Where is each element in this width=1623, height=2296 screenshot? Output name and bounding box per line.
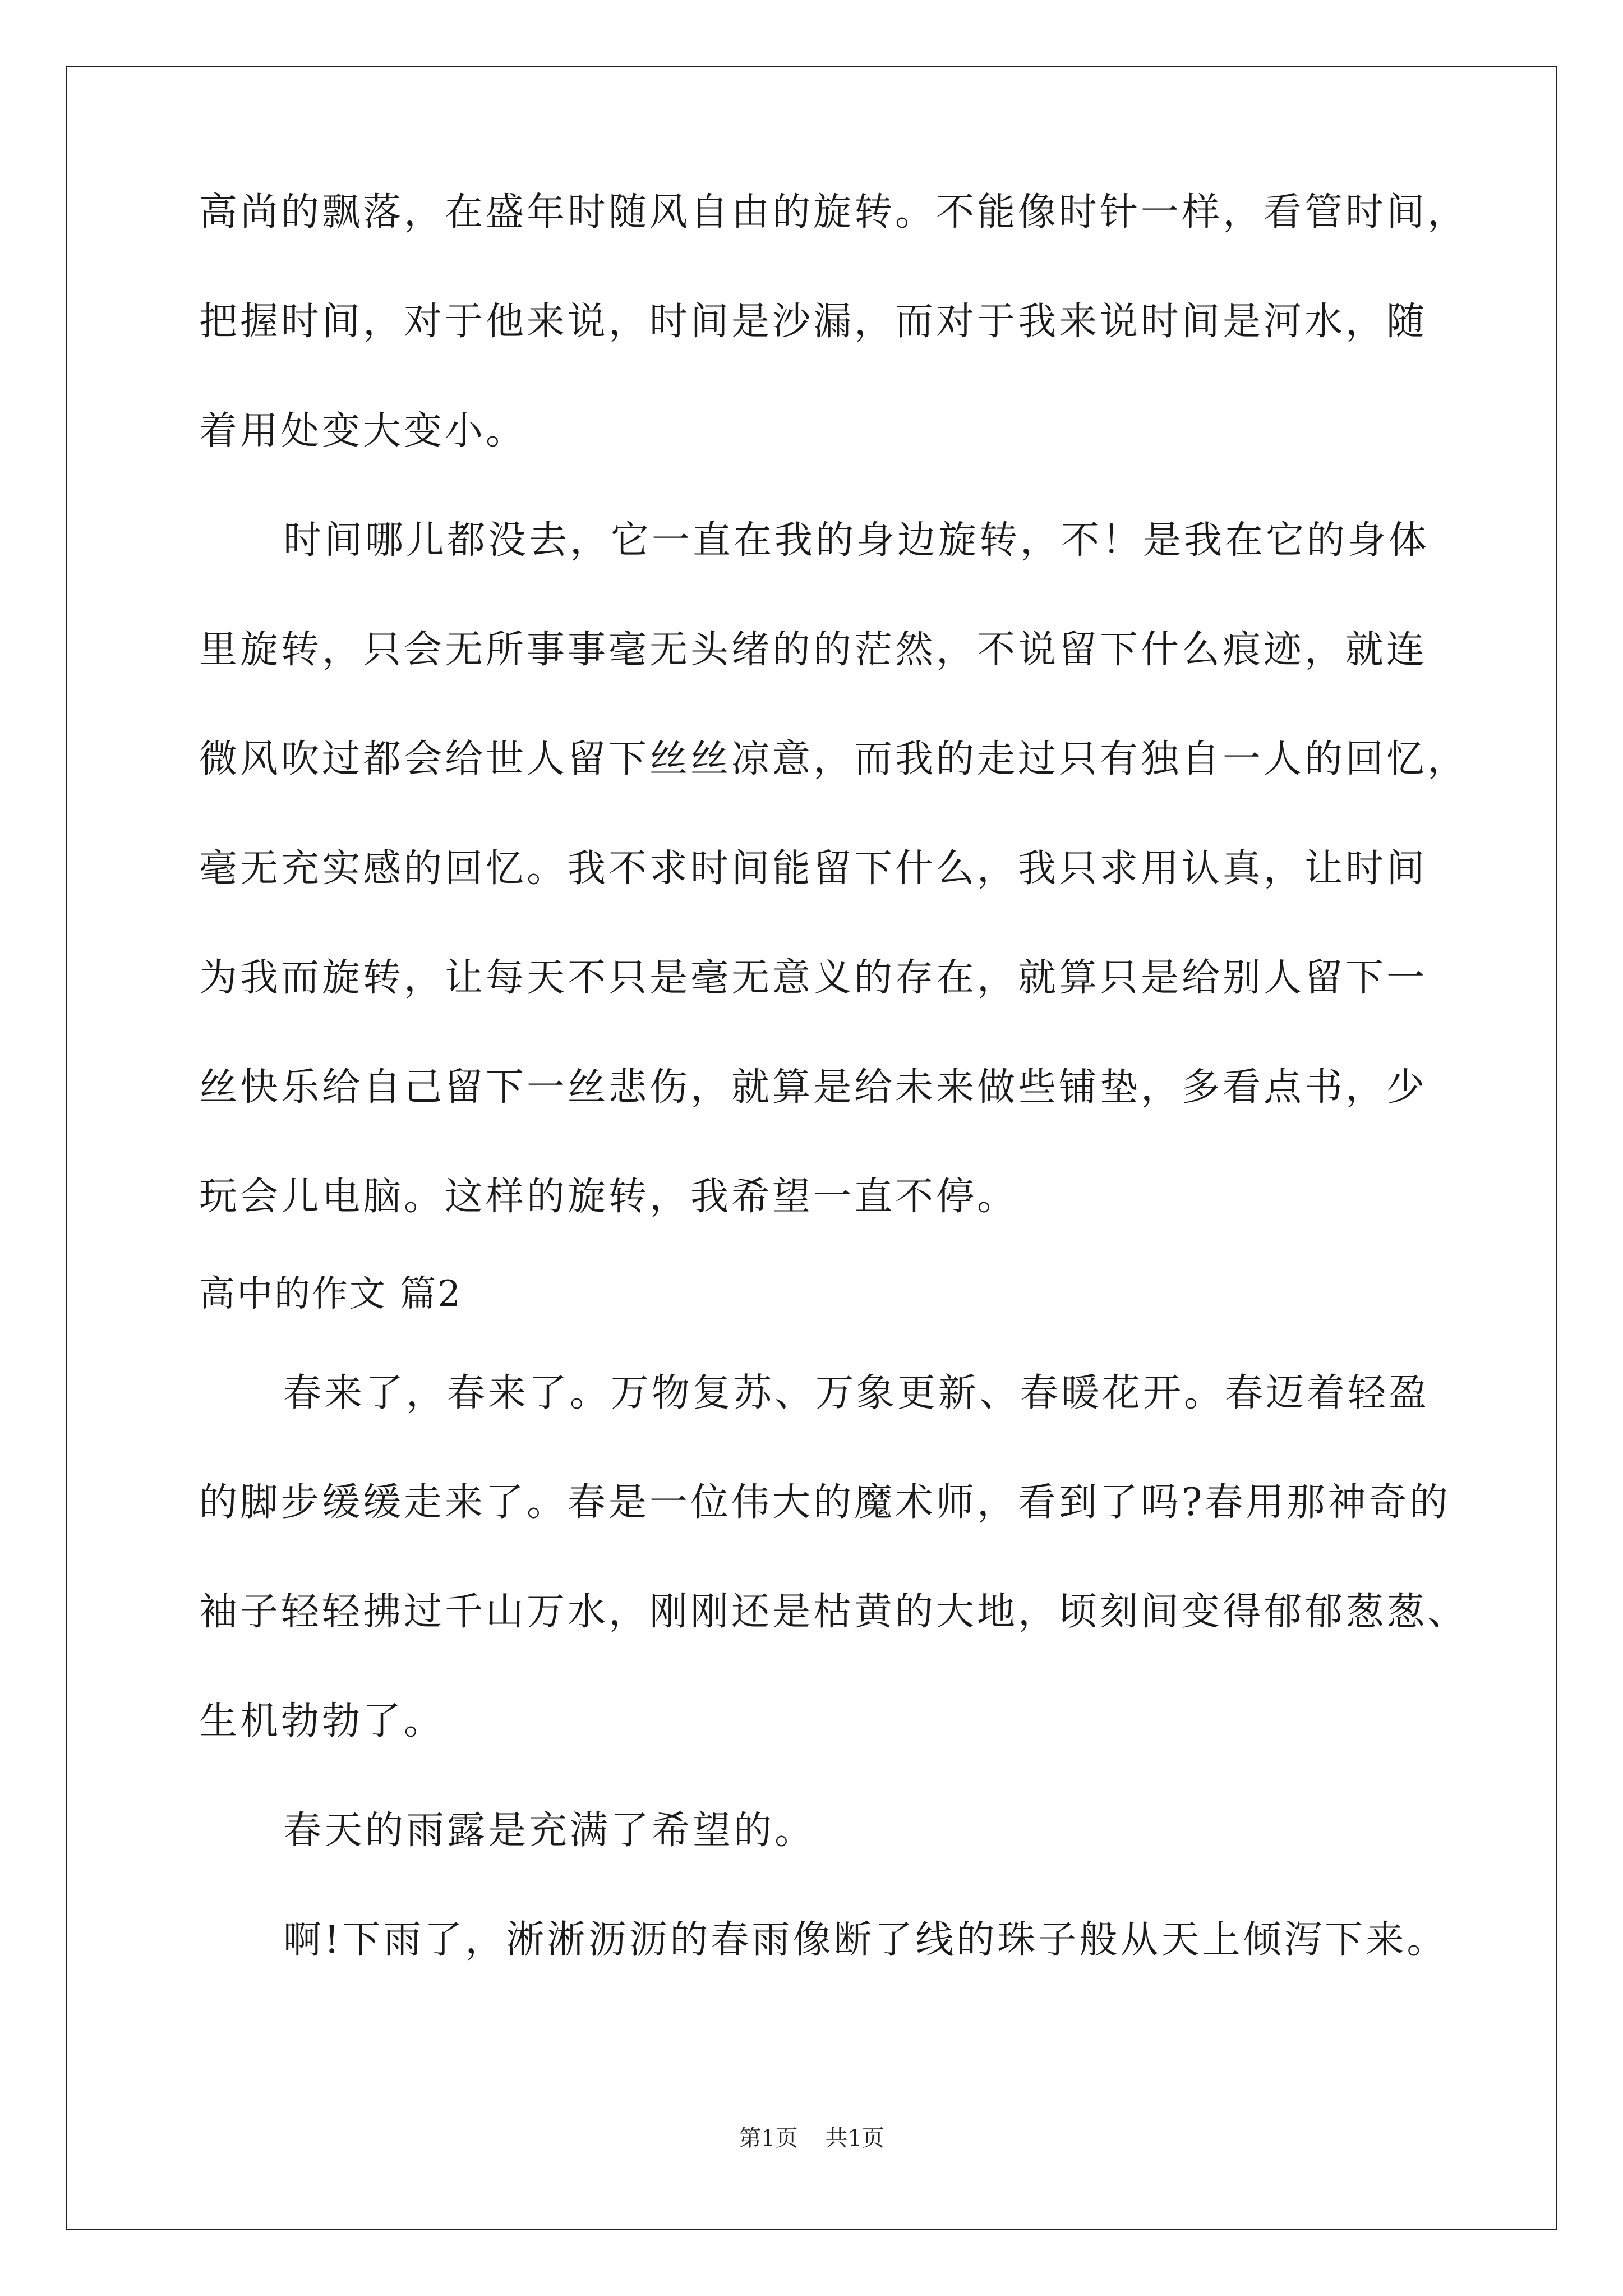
page-total: 共1页 [825, 2125, 884, 2151]
text-line: 玩会儿电脑。这样的旋转，我希望一直不停。 [199, 1175, 1018, 1219]
text-line: 袖子轻轻拂过千山万水，刚刚还是枯黄的大地，顷刻间变得郁郁葱葱、 [199, 1590, 1469, 1634]
text-line: 着用处变大变小。 [199, 409, 527, 453]
text-line: 丝快乐给自己留下一丝悲伤，就算是给未来做些铺垫，多看点书，少 [199, 1065, 1428, 1110]
text-line: 为我而旋转，让每天不只是毫无意义的存在，就算只是给别人留下一 [199, 956, 1428, 1000]
page-number: 第1页 [739, 2125, 798, 2151]
paragraph-start-line: 时间哪儿都没去，它一直在我的身边旋转，不！是我在它的身体 [283, 518, 1430, 563]
paragraph-start-line: 春天的雨露是充满了希望的。 [283, 1809, 816, 1853]
text-line: 把握时间，对于他来说，时间是沙漏，而对于我来说时间是河水，随 [199, 300, 1428, 344]
page-border [66, 66, 1557, 2230]
page-footer [0, 2127, 1623, 2150]
paragraph-start-line: 春来了，春来了。万物复苏、万象更新、春暖花开。春迈着轻盈 [283, 1371, 1430, 1415]
text-line: 高尚的飘落，在盛年时随风自由的旋转。不能像时针一样，看管时间， [199, 190, 1469, 234]
text-line: 生机勃勃了。 [199, 1699, 445, 1743]
section-heading: 高中的作文 篇2 [199, 1273, 463, 1315]
text-line: 毫无充实感的回忆。我不求时间能留下什么，我只求用认真，让时间 [199, 846, 1428, 891]
text-line: 的脚步缓缓走来了。春是一位伟大的魔术师，看到了吗?春用那神奇的 [199, 1480, 1451, 1525]
text-line: 微风吹过都会给世人留下丝丝凉意，而我的走过只有独自一人的回忆， [199, 737, 1469, 781]
paragraph-start-line: 啊!下雨了，淅淅沥沥的春雨像断了线的珠子般从天上倾泻下来。 [283, 1918, 1448, 1962]
text-line: 里旋转，只会无所事事毫无头绪的的茫然，不说留下什么痕迹，就连 [199, 628, 1428, 672]
